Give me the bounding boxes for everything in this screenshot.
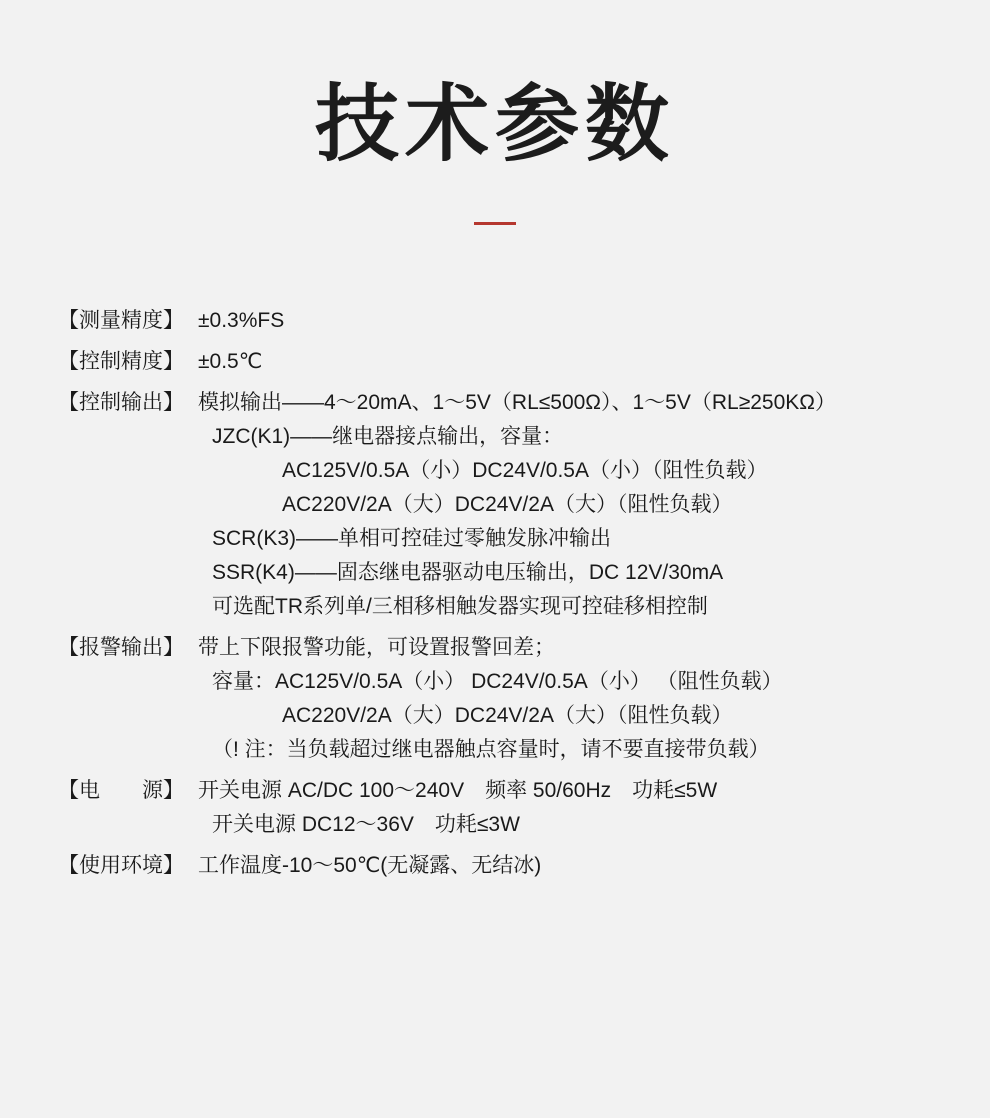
spec-line: ±0.5℃ — [198, 350, 263, 374]
page-title: 技术参数 — [314, 75, 675, 173]
spec-row — [58, 304, 970, 338]
title-divider — [474, 222, 516, 225]
spec-label: 【控制输出】 — [58, 391, 184, 415]
spec-label: 【控制精度】 — [58, 350, 184, 374]
spec-values — [190, 849, 970, 883]
spec-line: AC125V/0.5A（小）DC24V/0.5A（小）（阻性负载） — [282, 459, 768, 483]
spec-line: JZC(K1)——继电器接点输出，容量： — [212, 425, 564, 449]
spec-values — [190, 774, 970, 842]
spec-label: 【电 源】 — [58, 779, 184, 803]
spec-line: AC220V/2A（大）DC24V/2A（大）（阻性负载） — [282, 493, 733, 517]
spec-row — [58, 774, 970, 842]
spec-line: （! 注：当负载超过继电器触点容量时，请不要直接带负载） — [212, 738, 770, 762]
spec-label: 【报警输出】 — [58, 636, 184, 660]
spec-line: 容量：AC125V/0.5A（小） DC24V/0.5A（小） （阻性负载） — [212, 670, 783, 694]
spec-line: 开关电源 DC12〜36V 功耗≤3W — [212, 813, 520, 837]
spec-line: SSR(K4)——固态继电器驱动电压输出，DC 12V/30mA — [212, 561, 724, 585]
spec-line: SCR(K3)——单相可控硅过零触发脉冲输出 — [212, 527, 612, 551]
spec-line: AC220V/2A（大）DC24V/2A（大）（阻性负载） — [282, 704, 733, 728]
spec-row — [58, 849, 970, 883]
title-divider-wrap — [0, 212, 990, 230]
spec-values — [190, 304, 970, 338]
spec-values — [190, 386, 970, 624]
spec-label: 【测量精度】 — [58, 309, 184, 333]
spec-row — [58, 631, 970, 767]
spec-list — [0, 304, 990, 883]
spec-line: 模拟输出——4〜20mA、1〜5V（RL≤500Ω）、1〜5V（RL≥250KΩ） — [198, 391, 836, 415]
spec-line: 带上下限报警功能，可设置报警回差； — [198, 636, 555, 660]
spec-row — [58, 345, 970, 379]
spec-line: 工作温度-10〜50℃(无凝露、无结冰) — [198, 854, 542, 878]
spec-line: ±0.3%FS — [198, 309, 285, 333]
title-block — [0, 0, 990, 230]
spec-line: 开关电源 AC/DC 100〜240V 频率 50/60Hz 功耗≤5W — [198, 779, 718, 803]
spec-values — [190, 345, 970, 379]
spec-values — [190, 631, 970, 767]
spec-row — [58, 386, 970, 624]
spec-line: 可选配TR系列单/三相移相触发器实现可控硅移相控制 — [212, 595, 708, 619]
spec-label: 【使用环境】 — [58, 854, 184, 878]
